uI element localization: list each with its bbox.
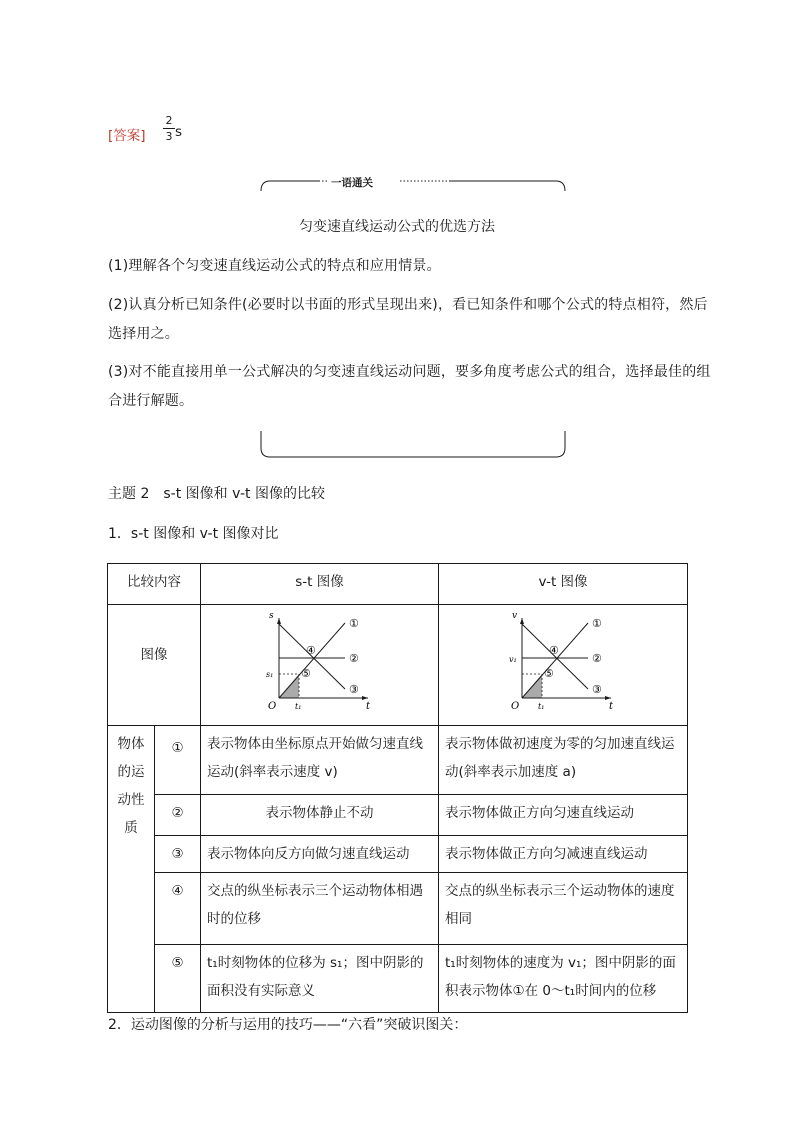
vt-graph: [508, 610, 618, 710]
vt-graph-cell: [439, 605, 688, 726]
vt-xaxis-label: t: [609, 701, 614, 710]
row-5-vt: t₁时刻物体的速度为 v₁；图中阴影的面积表示物体①在 0～t₁时间内的位移: [439, 945, 688, 1013]
fraction-numerator: 2: [165, 114, 173, 127]
answer-label: [答案]: [108, 128, 146, 144]
row-1-vt: 表示物体做初速度为零的匀加速直线运动(斜率表示加速度 a): [439, 726, 688, 795]
vt-label-5: ⑤: [544, 667, 554, 680]
row-1-num: ①: [155, 726, 201, 795]
header-compare: 比较内容: [108, 564, 201, 605]
row-1-st: 表示物体由坐标原点开始做匀速直线运动(斜率表示速度 v): [201, 726, 439, 795]
st-graph-cell: [201, 605, 439, 726]
box-top-frame: [260, 180, 566, 192]
row-4-st: 交点的纵坐标表示三个运动物体相遇时的位移: [201, 873, 439, 945]
vt-label-2: ②: [592, 652, 602, 665]
row-3-num: ③: [155, 836, 201, 873]
image-row-label: 图像: [108, 605, 201, 726]
vt-label-4: ④: [549, 644, 559, 657]
st-label-1: ①: [348, 617, 359, 630]
box-heading: 匀变速直线运动公式的优选方法: [299, 219, 495, 235]
answer-unit: s: [175, 124, 183, 140]
row-3-vt: 表示物体做正方向匀减速直线运动: [439, 836, 688, 873]
box-bottom-frame: [260, 430, 566, 458]
st-label-5: ⑤: [300, 667, 311, 680]
st-origin: O: [267, 701, 276, 710]
answer-fraction: [163, 114, 175, 143]
comparison-table: [107, 563, 688, 1013]
header-vt: v-t 图像: [439, 564, 688, 605]
st-xmark: t₁: [294, 702, 301, 710]
section-2-heading: 2．运动图像的分析与运用的技巧——“六看”突破识图关：: [108, 1017, 468, 1033]
vt-origin: O: [511, 701, 520, 710]
vt-ymark: v₁: [509, 655, 517, 664]
row-3-st: 表示物体向反方向做匀速直线运动: [201, 836, 439, 873]
st-graph: [265, 610, 375, 710]
st-xaxis-label: t: [365, 701, 370, 710]
vt-label-1: ①: [592, 617, 602, 630]
st-label-4: ④: [305, 644, 316, 657]
row-2-st: 表示物体静止不动: [201, 795, 439, 836]
st-yaxis-label: s: [268, 611, 274, 621]
box-title: 一语通关: [331, 177, 373, 189]
section-1-heading: 1．s-t 图像和 v-t 图像对比: [108, 526, 279, 542]
box-item-1: (1)理解各个匀变速直线运动公式的特点和应用情景。: [108, 258, 441, 274]
vt-label-3: ③: [592, 683, 602, 696]
vt-xmark: t₁: [538, 702, 545, 710]
header-st: s-t 图像: [201, 564, 439, 605]
box-item-2: (2)认真分析已知条件(必要时以书面的形式呈现出来)，看已知条件和哪个公式的特点相符，然后选择用之。: [108, 297, 708, 342]
topic-heading: 主题 2 s-t 图像和 v-t 图像的比较: [108, 486, 325, 502]
vt-yaxis-label: v: [512, 611, 518, 621]
row-2-num: ②: [155, 795, 201, 836]
row-2-vt: 表示物体做正方向匀速直线运动: [439, 795, 688, 836]
row-5-st: t₁时刻物体的位移为 s₁；图中阴影的面积没有实际意义: [201, 945, 439, 1013]
group-label: 物体的运动性质: [108, 726, 155, 1013]
row-4-num: ④: [155, 873, 201, 945]
st-label-2: ②: [348, 652, 359, 665]
st-label-3: ③: [348, 683, 359, 696]
fraction-denominator: 3: [165, 130, 173, 143]
row-4-vt: 交点的纵坐标表示三个运动物体的速度相同: [439, 873, 688, 945]
box-item-3: (3)对不能直接用单一公式解决的匀变速直线运动问题，要多角度考虑公式的组合，选择最佳的组合进行解题。: [108, 364, 711, 409]
st-ymark: s₁: [265, 670, 273, 679]
row-5-num: ⑤: [155, 945, 201, 1013]
